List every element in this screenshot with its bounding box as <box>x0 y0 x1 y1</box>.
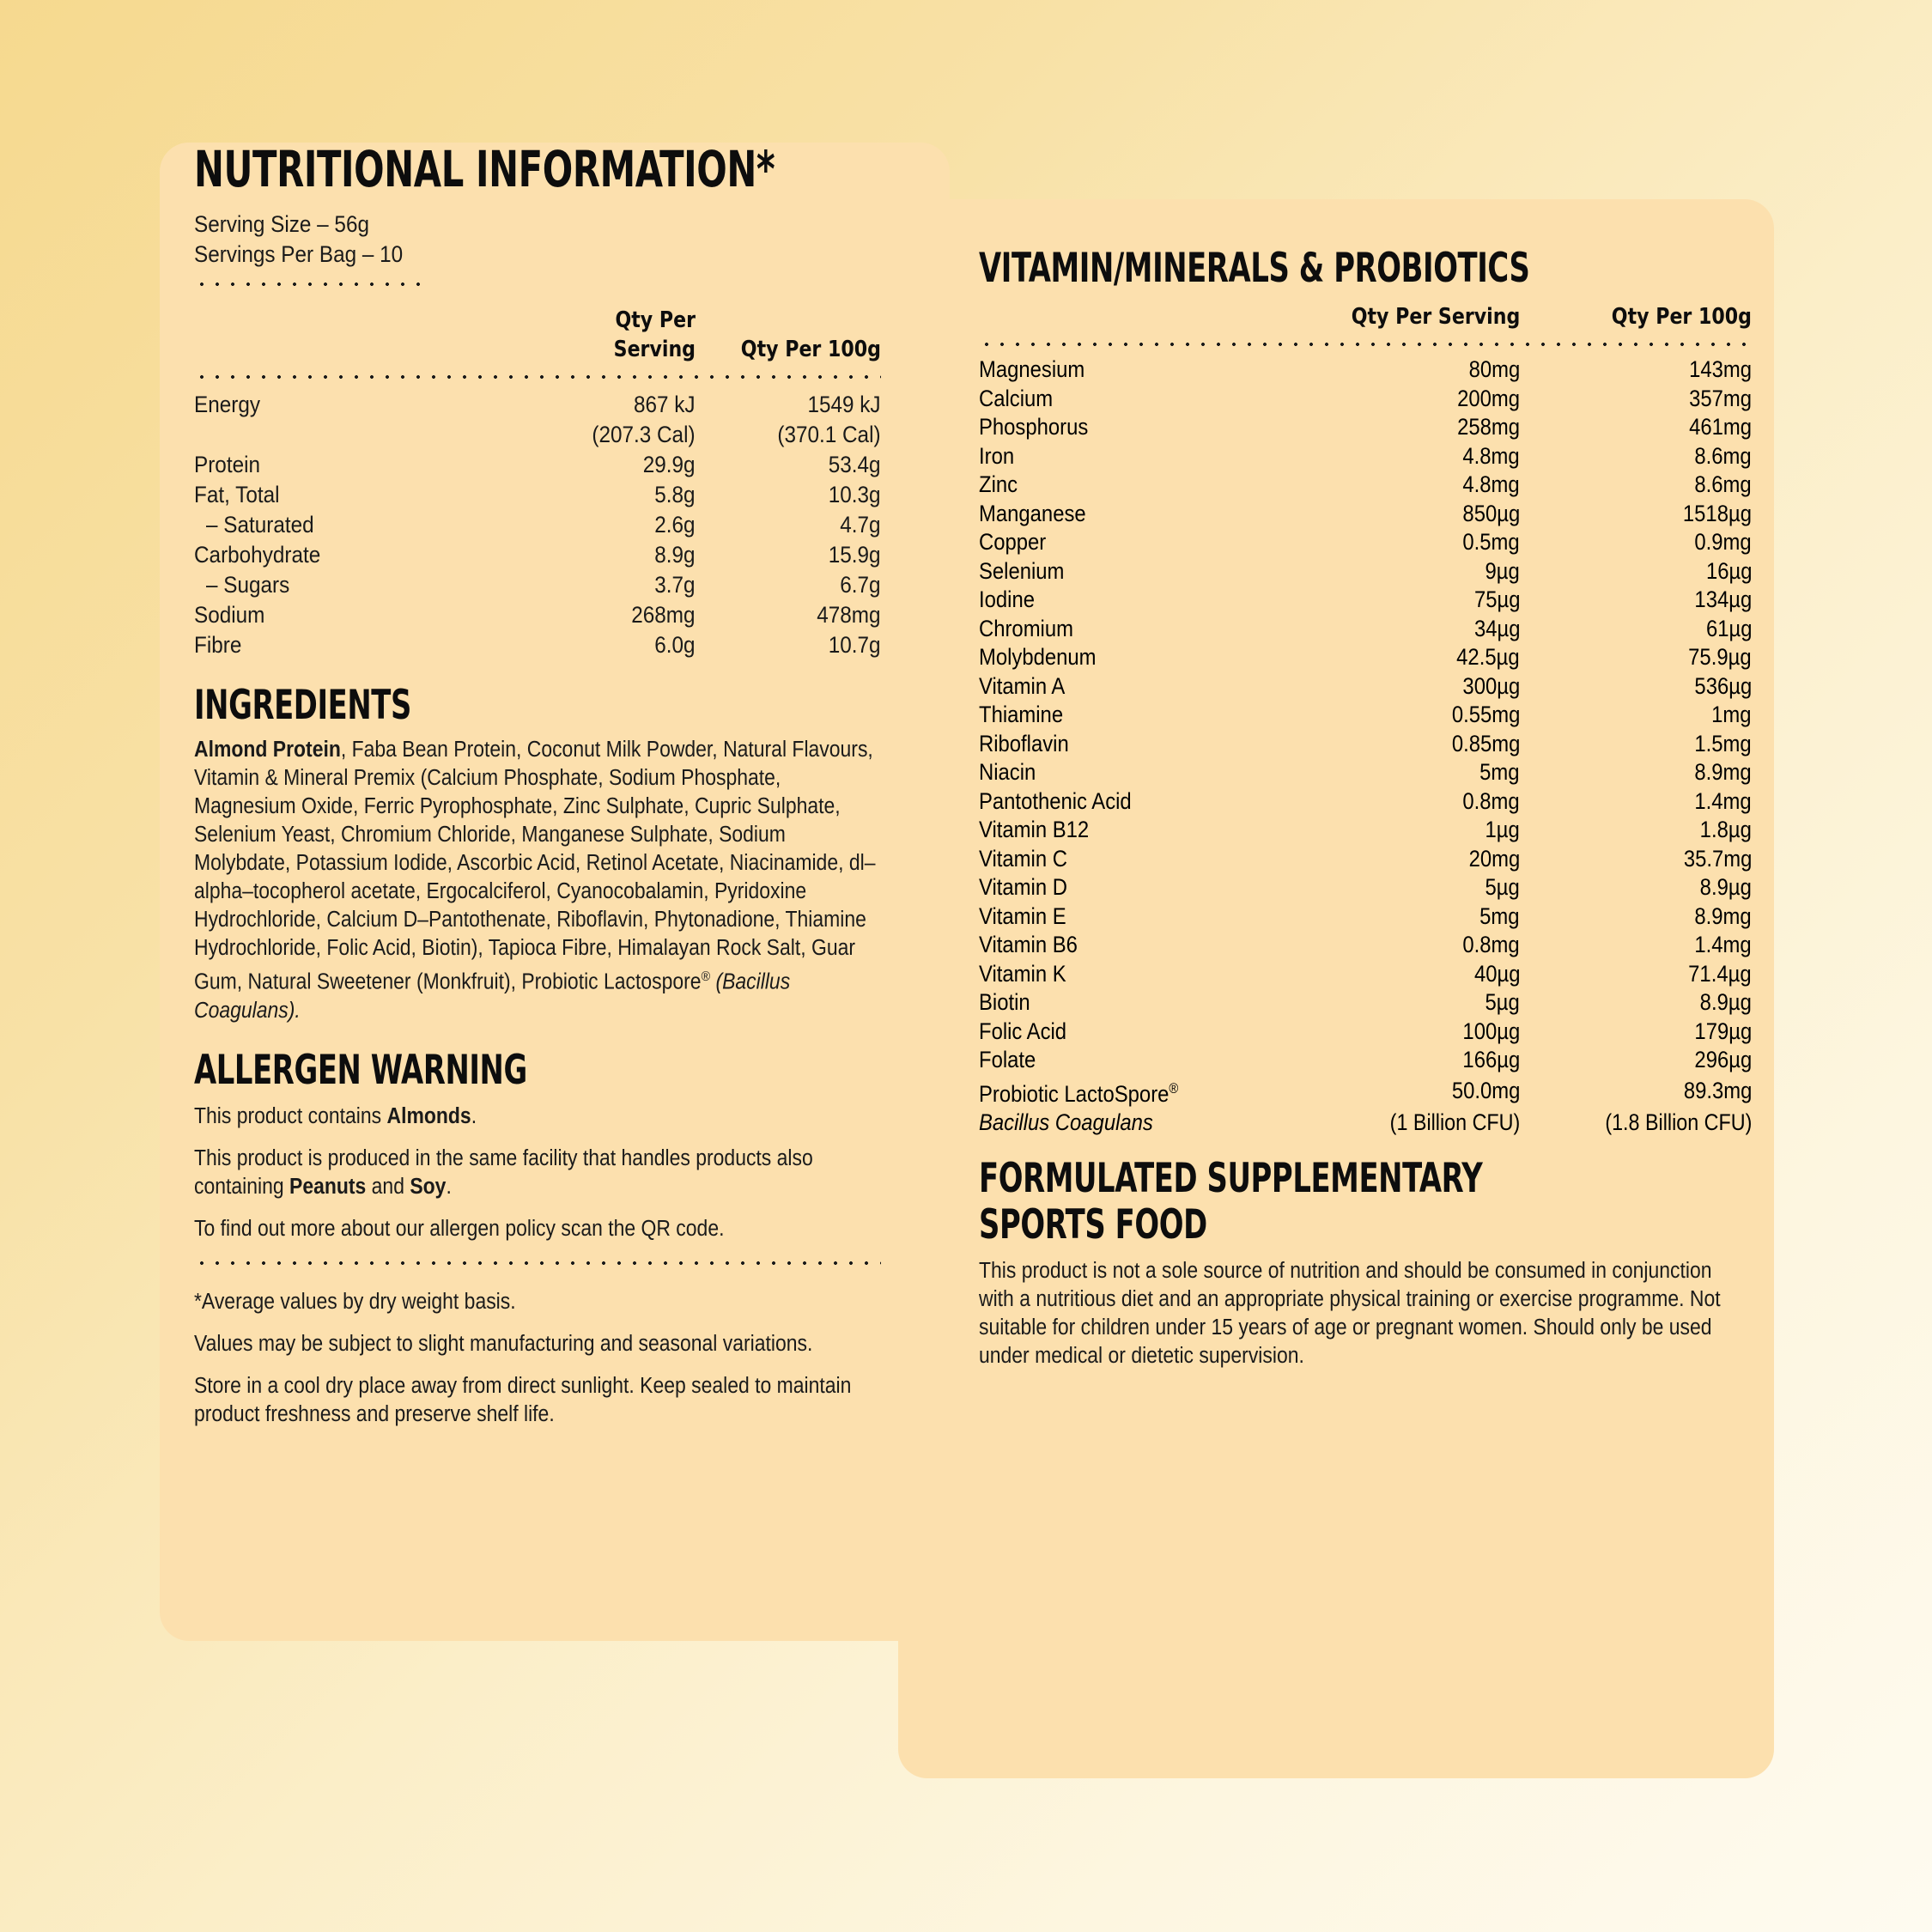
nutrition-table-header-row <box>194 306 881 364</box>
vitamin-row-per100: 16µg <box>1705 557 1752 584</box>
nutrition-row-serving: 2.6g <box>654 512 696 538</box>
vitamin-row-label: Folic Acid <box>979 1018 1067 1044</box>
nutrition-row-label: – Saturated <box>206 512 314 538</box>
vitamin-row-serving: 34µg <box>1473 615 1520 641</box>
vitamin-row-serving: 5µg <box>1485 989 1520 1015</box>
vitamin-row-per100: 8.9mg <box>1694 902 1752 929</box>
vitamin-row-label: Vitamin K <box>979 960 1066 987</box>
vitamin-row-label: Vitamin E <box>979 902 1066 929</box>
vitamin-row-per100: 143mg <box>1689 356 1752 382</box>
vitamin-row-serving: 200mg <box>1457 385 1520 411</box>
table-row <box>979 528 1752 557</box>
probiotic-serving: 50.0mg <box>1451 1078 1520 1104</box>
vitamin-row-serving: 0.85mg <box>1451 730 1520 756</box>
probiotic-label: Probiotic LactoSpore® <box>979 1080 1179 1107</box>
nutrition-row-label: Sodium <box>194 602 265 628</box>
table-row <box>979 385 1752 414</box>
vitamin-row-label: Vitamin A <box>979 672 1066 699</box>
allergen-warning-title: ALLERGEN WARNING <box>194 1046 527 1094</box>
supplementary-title-line2: SPORTS FOOD <box>979 1201 1207 1249</box>
vitamin-row-per100: 179µg <box>1694 1018 1752 1044</box>
table-row <box>979 758 1752 787</box>
vitamin-row-label: Vitamin D <box>979 874 1067 900</box>
vitamin-row-serving: 9µg <box>1485 557 1520 584</box>
ingredients-rest: , Faba Bean Protein, Coconut Milk Powder, Natural Flavours, Vitamin & Mineral Premix (Calcium Phosphate, Sodium Phosphate, Magnesium Oxide, Ferric Pyrophosphate, Zinc Sulphate, Cupric Sulphate, Selenium Yeast, Chromium Chloride, Manganese Sulphate, Sodium Molybdate, Potassium Iodide, Ascorbic Acid, Retinol Acetate, Niacinamide, dl–alpha–tocopherol acetate, Ergocalciferol, Cyanocobalamin, Pyridoxine Hydrochloride, Calcium D–Pantothenate, Riboflavin, Phytonadione, Thiamine Hydrochloride, Folic Acid, Biotin), Tapioca Fibre, Himalayan Rock Salt, Guar Gum, Natural Sweetener (Monkfruit), Probiotic Lactospore <box>194 738 876 994</box>
vitamin-row-label: Iron <box>979 442 1015 469</box>
vitamin-row-per100: 296µg <box>1694 1047 1752 1072</box>
probiotic-row <box>979 1075 1752 1109</box>
vitamin-row-label: Copper <box>979 529 1047 555</box>
vitamin-row-per100: 1518µg <box>1682 500 1752 526</box>
table-row <box>979 730 1752 759</box>
probiotic-species-row <box>979 1109 1752 1138</box>
supplementary-title-line1: FORMULATED SUPPLEMENTARY <box>979 1155 1483 1203</box>
table-row <box>194 600 881 630</box>
vitamin-row-serving: 850µg <box>1462 500 1520 526</box>
vitamin-row-per100: 8.9µg <box>1699 989 1752 1015</box>
vitamins-values-table <box>979 355 1752 1137</box>
nutrition-table <box>194 306 881 364</box>
allergen-line-facility: This product is produced in the same facility that handles products also containing Peanuts and Soy. <box>194 1145 813 1199</box>
table-row <box>979 413 1752 442</box>
nutrition-row-per100: 53.4g <box>829 452 881 477</box>
nutrition-row-per100: 10.3g <box>829 482 881 507</box>
supplementary-body: This product is not a sole source of nutrition and should be consumed in conjunction with a nutritious diet and an appropriate physical training or exercise programme. Not suitable for children under 15 years of age or pregnant women. Should only be used under medical or dietetic supervision. <box>979 1259 1721 1369</box>
vitamin-row-serving: 300µg <box>1462 672 1520 699</box>
vitamin-row-label: Vitamin B12 <box>979 817 1090 842</box>
vitamin-row-per100: 536µg <box>1694 672 1752 699</box>
nutrition-values-table <box>194 390 881 660</box>
footnote-average-values: *Average values by dry weight basis. <box>194 1289 516 1314</box>
vitamin-row-per100: 1.8µg <box>1699 817 1752 842</box>
nutrition-row-label: Energy <box>194 392 261 417</box>
ingredients-body <box>194 736 880 1025</box>
vitamin-row-label: Calcium <box>979 385 1054 411</box>
table-row <box>979 643 1752 672</box>
vitamin-row-label: Molybdenum <box>979 644 1097 670</box>
table-row <box>979 1018 1752 1047</box>
nutrition-column <box>194 140 881 1429</box>
table-row <box>194 390 881 420</box>
nutrition-row-serving: 6.0g <box>654 632 696 658</box>
table-row <box>979 615 1752 644</box>
table-row <box>194 480 881 510</box>
vitamin-row-serving: 80mg <box>1468 356 1520 382</box>
vitamins-col-100g-header: Qty Per 100g <box>1611 304 1752 330</box>
nutrition-row-serving: 867 kJ <box>634 392 696 417</box>
probiotic-cfu-serving: (1 Billion CFU) <box>1389 1109 1520 1135</box>
table-row <box>979 557 1752 586</box>
probiotic-species: Bacillus Coagulans <box>979 1109 1153 1135</box>
table-row <box>194 420 881 450</box>
table-row <box>979 1046 1752 1075</box>
table-row <box>979 988 1752 1018</box>
vitamin-row-label: Zinc <box>979 471 1018 497</box>
footnote-variations: Values may be subject to slight manufacturing and seasonal variations. <box>194 1331 813 1356</box>
vitamin-row-label: Phosphorus <box>979 414 1089 440</box>
nutrition-col-100g-header: Qty Per 100g <box>740 337 881 362</box>
table-row <box>979 873 1752 902</box>
vitamin-row-per100: 8.9µg <box>1699 874 1752 900</box>
vitamins-column <box>979 246 1752 1370</box>
vitamin-row-serving: 4.8mg <box>1462 442 1520 469</box>
probiotic-per100: 89.3mg <box>1683 1078 1752 1104</box>
vitamin-row-serving: 100µg <box>1462 1018 1520 1044</box>
vitamin-row-per100: 1.4mg <box>1694 932 1752 957</box>
vitamin-row-label: Pantothenic Acid <box>979 787 1132 814</box>
table-row <box>979 500 1752 529</box>
vitamin-row-serving: 0.8mg <box>1462 932 1520 957</box>
table-row <box>979 586 1752 615</box>
nutrition-row-serving: 29.9g <box>643 452 696 477</box>
nutritional-information-title: NUTRITIONAL INFORMATION* <box>194 140 775 198</box>
vitamin-row-per100: 1.5mg <box>1694 730 1752 756</box>
vitamin-row-serving: 20mg <box>1468 845 1520 872</box>
nutrition-row-per100: 478mg <box>817 602 881 628</box>
allergen-line-qr: To find out more about our allergen policy scan the QR code. <box>194 1216 725 1241</box>
vitamin-row-label: Iodine <box>979 586 1035 612</box>
vitamin-row-serving: 0.5mg <box>1462 529 1520 555</box>
nutrition-row-label: Carbohydrate <box>194 542 321 568</box>
nutrition-row-serving: (207.3 Cal) <box>592 422 696 447</box>
table-row <box>979 931 1752 960</box>
vitamin-row-label: Niacin <box>979 759 1036 785</box>
vitamin-row-per100: 134µg <box>1694 586 1752 612</box>
vitamin-row-serving: 4.8mg <box>1462 471 1520 497</box>
registered-trademark-icon: ® <box>701 969 711 984</box>
table-row <box>979 845 1752 874</box>
vitamin-row-per100: 75.9µg <box>1688 644 1752 670</box>
table-row <box>979 960 1752 989</box>
table-row <box>979 816 1752 845</box>
table-row <box>194 540 881 570</box>
vitamin-row-per100: 8.6mg <box>1694 471 1752 497</box>
vitamin-row-serving: 40µg <box>1473 960 1520 987</box>
vitamin-row-label: Selenium <box>979 557 1065 584</box>
nutrition-row-label: Protein <box>194 452 261 477</box>
nutrition-row-per100: (370.1 Cal) <box>777 422 881 447</box>
nutrition-row-label: – Sugars <box>206 572 290 598</box>
vitamins-minerals-title: VITAMIN/MINERALS & PROBIOTICS <box>979 245 1530 292</box>
nutrition-row-serving: 8.9g <box>654 542 696 568</box>
nutrition-row-per100: 6.7g <box>840 572 881 598</box>
vitamin-row-per100: 461mg <box>1689 414 1752 440</box>
vitamin-row-per100: 71.4µg <box>1688 960 1752 987</box>
footnote-storage: Store in a cool dry place away from direct sunlight. Keep sealed to maintain product freshness and preserve shelf life. <box>194 1373 852 1426</box>
vitamin-row-label: Vitamin B6 <box>979 932 1078 957</box>
vitamin-row-label: Chromium <box>979 615 1073 641</box>
table-row <box>979 701 1752 730</box>
table-row <box>194 450 881 480</box>
vitamin-row-per100: 35.7mg <box>1683 845 1752 872</box>
nutrition-row-per100: 4.7g <box>840 512 881 538</box>
nutrition-row-serving: 3.7g <box>654 572 696 598</box>
table-row <box>979 355 1752 385</box>
nutrition-row-per100: 1549 kJ <box>807 392 881 417</box>
table-row <box>194 510 881 540</box>
vitamin-row-serving: 0.8mg <box>1462 787 1520 814</box>
vitamin-row-label: Manganese <box>979 500 1086 526</box>
vitamin-row-per100: 1.4mg <box>1694 787 1752 814</box>
nutrition-col-serving-header: Qty Per Serving <box>613 307 696 362</box>
vitamin-row-serving: 0.55mg <box>1451 702 1520 727</box>
serving-size-text: Serving Size – 56g <box>194 211 369 237</box>
vitamin-row-per100: 61µg <box>1705 615 1752 641</box>
vitamin-row-per100: 8.6mg <box>1694 442 1752 469</box>
vitamin-row-label: Riboflavin <box>979 730 1069 756</box>
vitamin-row-serving: 1µg <box>1485 817 1520 842</box>
vitamin-row-per100: 8.9mg <box>1694 759 1752 785</box>
vitamin-row-label: Vitamin C <box>979 845 1067 872</box>
nutrition-row-per100: 10.7g <box>829 632 881 658</box>
vitamin-row-label: Thiamine <box>979 702 1064 727</box>
vitamin-row-per100: 1mg <box>1711 702 1752 727</box>
probiotic-cfu-per100: (1.8 Billion CFU) <box>1604 1109 1752 1135</box>
nutrition-row-label <box>194 420 510 450</box>
ingredients-lead: Almond Protein <box>194 738 341 762</box>
nutrition-row-serving: 5.8g <box>654 482 696 507</box>
vitamin-row-serving: 5mg <box>1479 759 1520 785</box>
vitamins-col-serving-header: Qty Per Serving <box>1351 304 1520 330</box>
vitamin-row-serving: 5mg <box>1479 902 1520 929</box>
vitamin-row-serving: 166µg <box>1462 1047 1520 1072</box>
vitamin-row-label: Magnesium <box>979 356 1085 382</box>
table-row <box>194 570 881 600</box>
vitamin-row-serving: 5µg <box>1485 874 1520 900</box>
allergen-line-contains: This product contains Almonds. <box>194 1103 477 1128</box>
vitamin-row-serving: 42.5µg <box>1456 644 1520 670</box>
table-row <box>979 902 1752 932</box>
table-row <box>194 630 881 660</box>
servings-per-bag-text: Servings Per Bag – 10 <box>194 241 404 267</box>
vitamin-row-label: Biotin <box>979 989 1030 1015</box>
table-row <box>979 442 1752 471</box>
nutrition-row-serving: 268mg <box>631 602 696 628</box>
table-row <box>979 471 1752 500</box>
vitamins-header-table <box>979 302 1752 331</box>
vitamin-row-serving: 258mg <box>1457 414 1520 440</box>
vitamin-row-serving: 75µg <box>1473 586 1520 612</box>
vitamin-row-per100: 357mg <box>1689 385 1752 411</box>
vitamin-row-label: Folate <box>979 1047 1036 1072</box>
table-row <box>979 787 1752 817</box>
ingredients-species: (Bacillus Coagulans). <box>194 969 791 1023</box>
nutrition-row-label: Fat, Total <box>194 482 280 507</box>
table-row <box>979 672 1752 702</box>
nutrition-row-label: Fibre <box>194 632 242 658</box>
nutrition-row-per100: 15.9g <box>829 542 881 568</box>
vitamin-row-per100: 0.9mg <box>1694 529 1752 555</box>
ingredients-title: INGREDIENTS <box>194 682 411 729</box>
registered-trademark-icon: ® <box>1169 1080 1179 1097</box>
